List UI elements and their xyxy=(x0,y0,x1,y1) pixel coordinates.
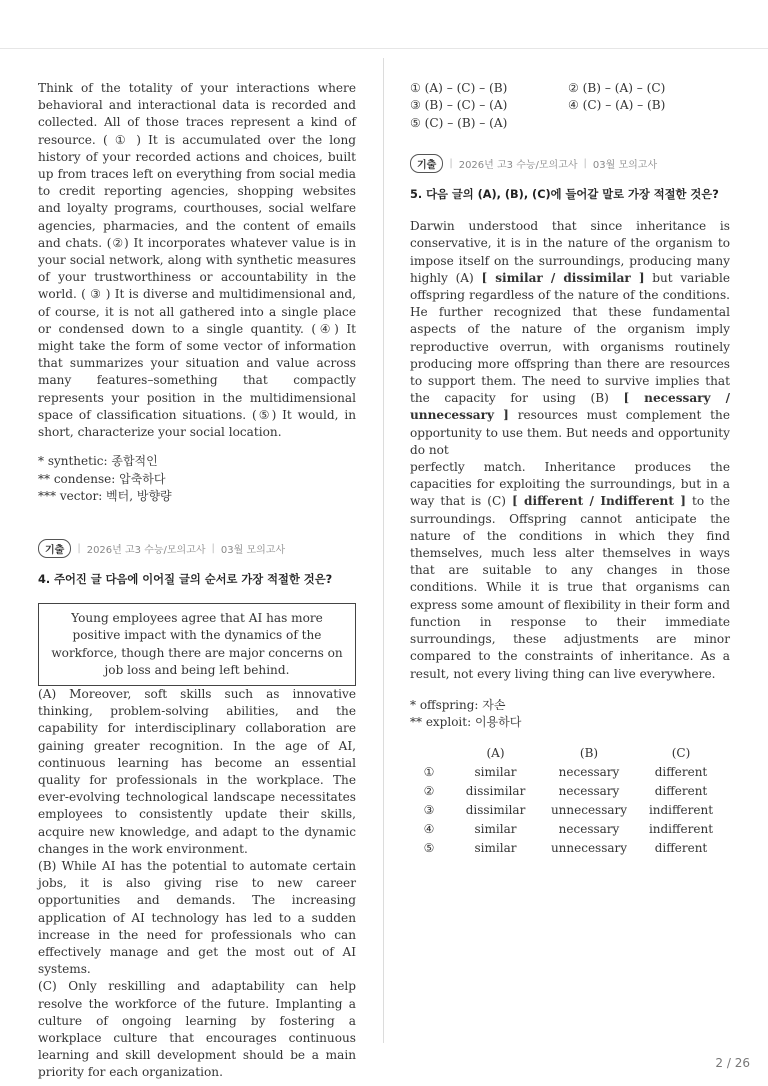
separator: | xyxy=(77,543,81,555)
q5-text: to the surroundings. Offspring cannot anticipate the nature of the conditions in which they find themselves, much less alter themselves in ways that are suitable to any changes in those conditions. While it is true that organisms can express some amount of flexibility in their form and function in response to their immediate surroundings, these adjustments are minor compared to the constraints of inheritance. As a result, not every living thing can live everywhere. xyxy=(410,494,730,681)
table-header-cell xyxy=(410,743,448,762)
q4-given-box: Young employees agree that AI has more positive impact with the dynamics of the workforce, though there are major concerns on job loss and being left behind. xyxy=(38,603,356,686)
table-row[interactable] xyxy=(410,800,727,819)
q5-passage xyxy=(410,218,730,459)
vocab-note: ** condense: 압축하다 xyxy=(38,471,166,486)
table-cell: dissimilar xyxy=(465,802,526,817)
q5-title: 5. 다음 글의 (A), (B), (C)에 들어갈 말로 가장 적절한 것은? xyxy=(410,188,719,202)
right-column xyxy=(410,80,730,857)
table-cell: unnecessary xyxy=(550,840,628,855)
q5-blank-c: [ different / Indifferent ] xyxy=(511,494,687,509)
q4-option-5[interactable]: ⑤ (C) – (B) – (A) xyxy=(410,115,508,130)
page-number: 2 / 26 xyxy=(715,1056,750,1070)
table-header-cell: (C) xyxy=(671,745,691,760)
table-header-cell: (B) xyxy=(579,745,599,760)
table-header-row xyxy=(410,743,727,762)
q5-text: resources must complement the opportunity to use them. But needs and opportunity do not xyxy=(410,408,730,457)
table-row[interactable] xyxy=(410,762,727,781)
q4-source-row xyxy=(38,539,356,558)
q4-title: 4. 주어진 글 다음에 이어질 글의 순서로 가장 적절한 것은? xyxy=(38,573,333,587)
left-column xyxy=(38,80,356,1082)
table-cell: necessary xyxy=(558,783,620,798)
q4-option-3[interactable]: ③ (B) – (C) – (A) xyxy=(410,98,508,113)
table-cell: different xyxy=(654,840,708,855)
option-number: ① xyxy=(423,764,435,779)
table-cell: similar xyxy=(474,764,517,779)
vocab-note: * offspring: 자손 xyxy=(410,697,506,712)
table-row[interactable] xyxy=(410,781,727,800)
table-row[interactable] xyxy=(410,819,727,838)
exam-month: 03월 모의고사 xyxy=(220,545,286,557)
option-number: ② xyxy=(423,783,435,798)
option-number: ④ xyxy=(423,821,435,836)
column-divider xyxy=(383,58,384,1043)
table-cell: indifferent xyxy=(648,821,714,836)
q5-text: perfectly match. Inheritance produces the capacities for exploiting the surroundings, but in a way that is (C) xyxy=(410,460,730,509)
option-number: ③ xyxy=(423,802,435,817)
table-row[interactable] xyxy=(410,838,727,857)
q4-option-1[interactable]: ① (A) – (C) – (B) xyxy=(410,81,508,95)
q5-blank-b: [ necessary / unnecessary ] xyxy=(410,391,730,423)
q5-text: Darwin understood that since inheritance is conservative, it is in the nature of the organism to impose itself on the surroundings, producing many highly (A) xyxy=(410,219,730,285)
past-exam-badge: 기출 xyxy=(38,539,71,558)
q5-passage-cont xyxy=(410,459,730,683)
q5-blank-a: [ similar / dissimilar ] xyxy=(481,270,645,285)
q5-text: but variable offspring regardless of the nature of the conditions. He further recognized that these fundamental aspects of the nature of the organism imply reproductive overrun, with organisms routinely producing more offspring than there are resources to support them. The need to survive implies that the capacity for using (B) xyxy=(410,270,730,406)
past-exam-badge: 기출 xyxy=(410,154,443,173)
q4-option-2[interactable]: ② (B) – (A) – (C) xyxy=(568,81,666,95)
separator: | xyxy=(211,543,215,555)
q4-paragraph-a: (A) Moreover, soft skills such as innovative thinking, problem-solving abilities, and the capability for interdisciplinary collaboration are gaining greater recognition. In the age of AI, continuous learning has become an essential quality for professionals in the workplace. The ever-evolving technological landscape necessitates employees to consistently update their skills, acquire new knowledge, and adapt to the dynamic changes in the work environment. xyxy=(38,686,356,856)
separator: | xyxy=(449,158,453,170)
q3-passage: Think of the totality of your interactions where behavioral and interactional data is recorded and collected. All of those traces represent a kind of resource. ( ① ) It is accumulated over the long history of your recorded actions and choices, built up from traces left on everything from social media to credit reporting agencies, shopping websites and loyalty programs, courthouses, social welfare agencies, pharmacies, and the content of emails and chats. (②) It incorporates whatever value is in your social network, along with synthetic measures of your trustworthiness or accountability in the world. ( ③ ) It is diverse and multidimensional and, of course, it is not all gathered into a single place or condensed down to a single quantity. (④) It might take the form of some vector of information that summarizes your situation and value across many features–something that compactly represents your position in the multidimensional space of classification situations. (⑤) It would, in short, characterize your social location. xyxy=(38,81,356,440)
q5-answer-table xyxy=(410,743,727,857)
table-cell: different xyxy=(654,783,708,798)
table-cell: similar xyxy=(474,821,517,836)
exam-month: 03월 모의고사 xyxy=(592,160,658,172)
table-cell: indifferent xyxy=(648,802,714,817)
header-rule xyxy=(0,48,768,49)
q5-vocab-notes xyxy=(410,697,730,732)
exam-source: 2026년 고3 수능/모의고사 xyxy=(458,160,578,172)
table-cell: unnecessary xyxy=(550,802,628,817)
q4-paragraph-c: (C) Only reskilling and adaptability can help resolve the workforce of the future. Implanting a culture of ongoing learning by fostering a workplace culture that encourages continuous learning and skill development should be a main priority for each organization. xyxy=(38,979,356,1080)
option-number: ⑤ xyxy=(423,840,435,855)
q5-source-row xyxy=(410,154,730,173)
table-cell: different xyxy=(654,764,708,779)
table-cell: necessary xyxy=(558,821,620,836)
vocab-note: * synthetic: 종합적인 xyxy=(38,454,158,469)
q4-options xyxy=(410,80,730,132)
vocab-note: ** exploit: 이용하다 xyxy=(410,715,522,729)
separator: | xyxy=(583,158,587,170)
vocab-note: *** vector: 벡터, 방향량 xyxy=(38,488,172,503)
q4-paragraph-b: (B) While AI has the potential to automate certain jobs, it is also giving rise to new career opportunities and demands. The increasing application of AI technology has led to a sudden increase in the need for professionals who can effectively manage and get the most out of AI systems. xyxy=(38,859,356,977)
table-cell: dissimilar xyxy=(465,783,526,798)
table-cell: similar xyxy=(474,840,517,855)
table-cell: necessary xyxy=(558,764,620,779)
exam-source: 2026년 고3 수능/모의고사 xyxy=(86,545,206,557)
table-header-cell: (A) xyxy=(486,745,505,760)
q4-option-4[interactable]: ④ (C) – (A) – (B) xyxy=(568,98,666,113)
q3-vocab-notes xyxy=(38,453,356,505)
